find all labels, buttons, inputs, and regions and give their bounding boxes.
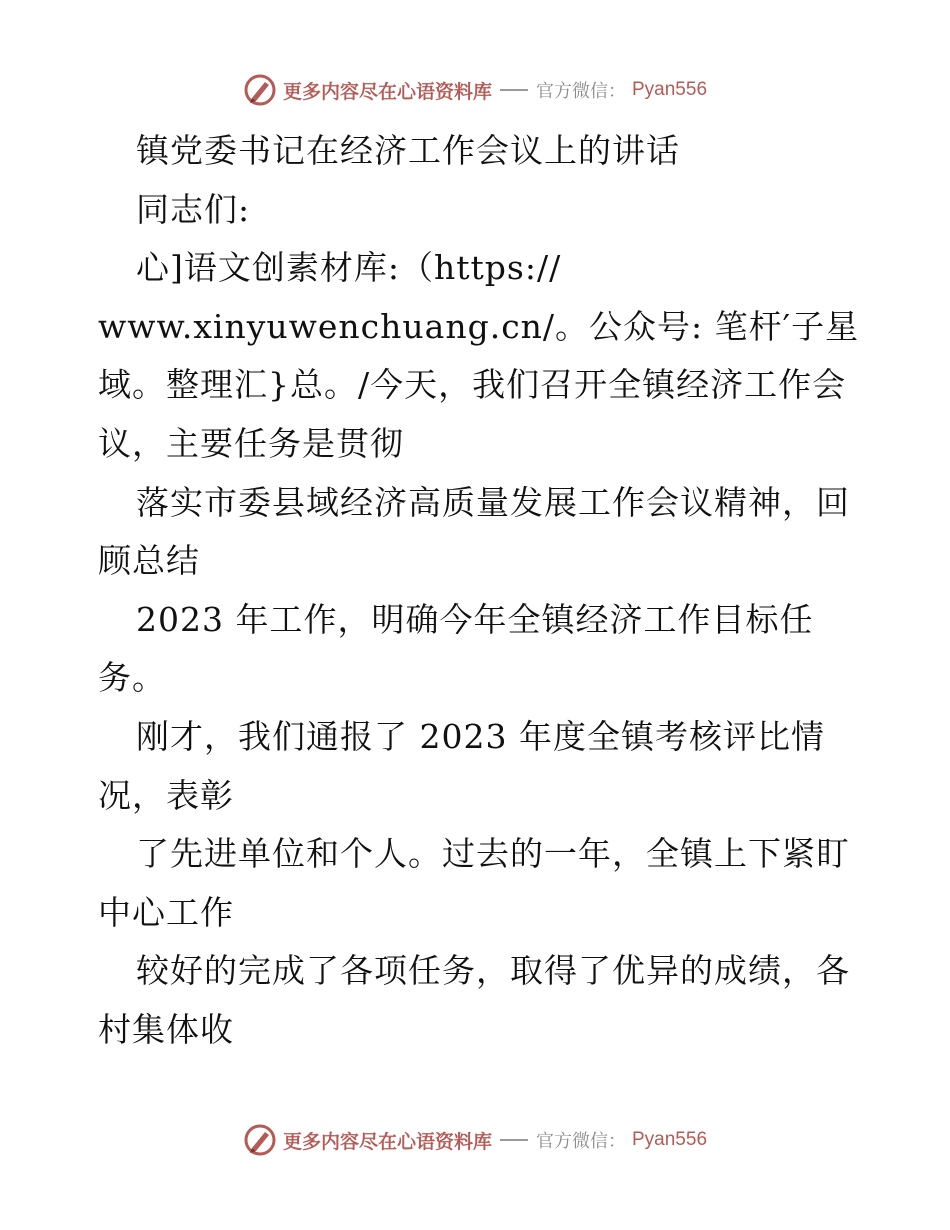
text-line: 中心工作 xyxy=(98,892,234,932)
watermark-label: 官方微信： xyxy=(536,81,626,102)
pen-logo-icon xyxy=(243,1123,277,1157)
text-line: 议，主要任务是贯彻 xyxy=(98,423,404,463)
watermark-label: 官方微信： xyxy=(536,1131,626,1152)
text-line: 了先进单位和个人。过去的一年，全镇上下紧盯 xyxy=(136,834,850,874)
text-line: 域。整理汇}总。/今天，我们召开全镇经济工作会 xyxy=(98,365,847,405)
watermark-separator xyxy=(500,1139,528,1141)
watermark-separator xyxy=(500,89,528,91)
footer-watermark xyxy=(0,1122,950,1158)
text-line: 况，表彰 xyxy=(98,775,234,815)
header-watermark xyxy=(0,72,950,108)
pen-logo-icon xyxy=(243,73,277,107)
text-line: 刚才，我们通报了 2023 年度全镇考核评比情 xyxy=(136,716,825,756)
text-line: 2023 年工作，明确今年全镇经济工作目标任 xyxy=(136,599,814,639)
watermark-text: 更多内容尽在心语资料库 xyxy=(282,80,492,103)
watermark-inner xyxy=(243,1123,707,1157)
text-line: 心]语文创素材库:（https:// xyxy=(136,248,562,288)
watermark-id: Pyan556 xyxy=(632,1129,708,1150)
watermark-id: Pyan556 xyxy=(632,79,708,100)
text-line: 顾总结 xyxy=(98,541,200,581)
text-line: 落实市委县域经济高质量发展工作会议精神，回 xyxy=(136,482,850,522)
text-line: 较好的完成了各项任务，取得了优异的成绩，各 xyxy=(136,951,850,991)
text-line: 务。 xyxy=(98,658,166,698)
document-body xyxy=(98,122,858,1060)
text-line: www.xinyuwenchuang.cn/。公众号: 笔杆′子星 xyxy=(98,306,860,346)
watermark-inner xyxy=(243,73,707,107)
watermark-text: 更多内容尽在心语资料库 xyxy=(282,1130,492,1153)
text-line: 同志们: xyxy=(136,189,251,229)
text-line: 镇党委书记在经济工作会议上的讲话 xyxy=(136,131,680,170)
text-line: 村集体收 xyxy=(98,1009,234,1049)
